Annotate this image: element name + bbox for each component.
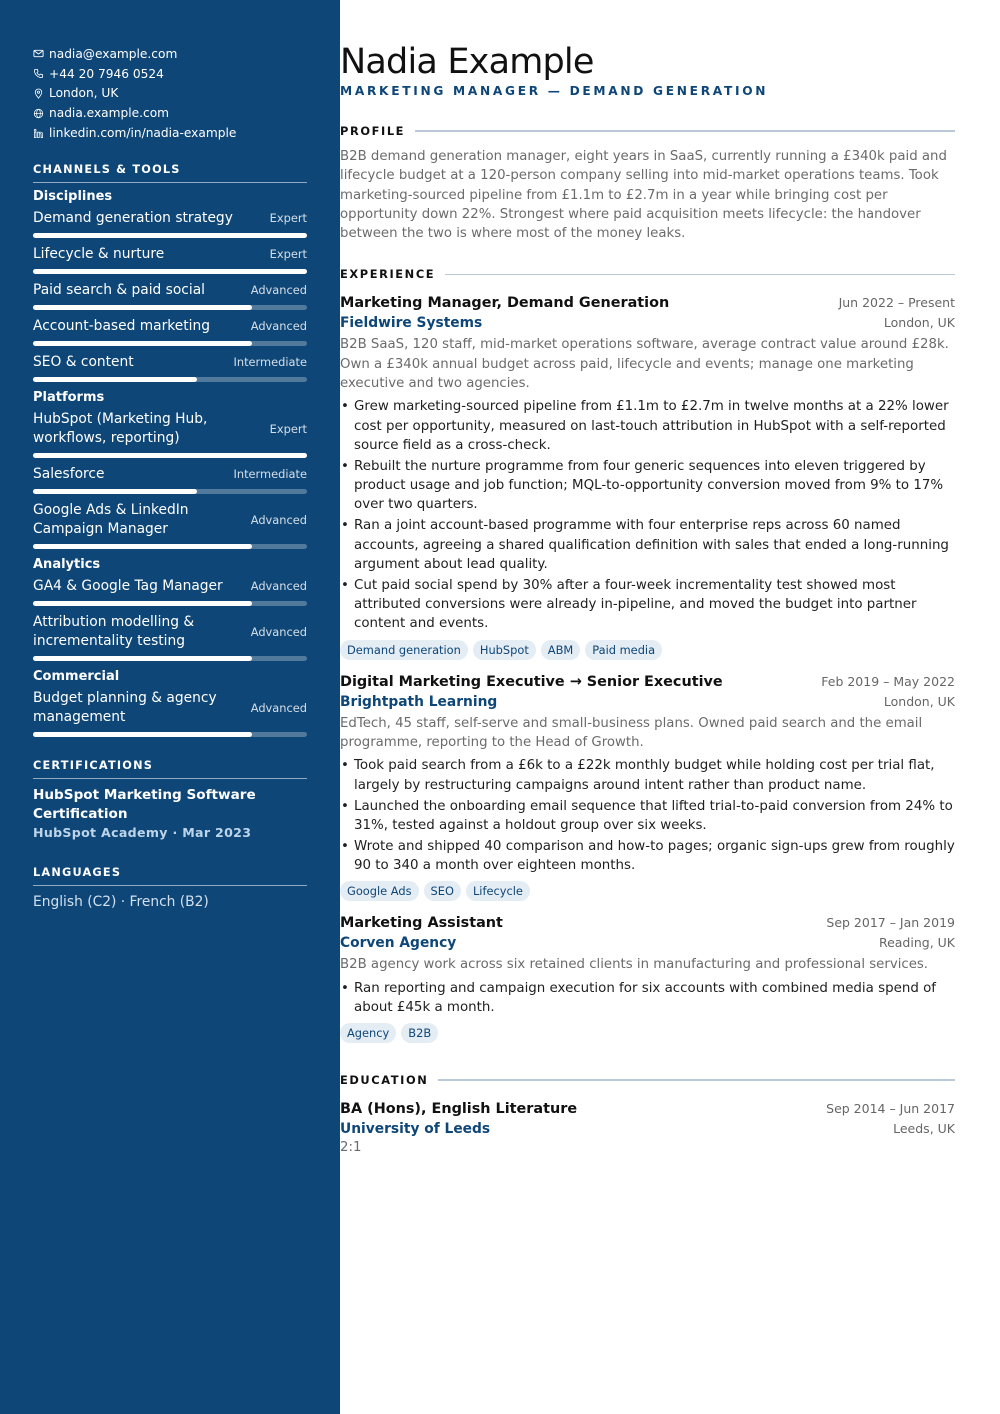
job-entry bbox=[340, 672, 955, 902]
tag: Google Ads bbox=[340, 881, 419, 901]
skill-name: Attribution modelling & incrementality testing bbox=[33, 613, 195, 649]
skill-level: Advanced bbox=[250, 512, 307, 527]
sidebar bbox=[0, 0, 340, 1414]
tag: HubSpot bbox=[473, 640, 536, 660]
skill-level: Advanced bbox=[250, 579, 307, 594]
contact-linkedin[interactable] bbox=[33, 123, 307, 143]
job-company: Corven Agency bbox=[340, 935, 457, 952]
skill-item bbox=[33, 209, 307, 238]
experience-heading-label: EXPERIENCE bbox=[340, 267, 436, 282]
skill-bar bbox=[33, 732, 307, 737]
job-location: Reading, UK bbox=[878, 935, 955, 951]
mail-icon bbox=[33, 48, 48, 60]
job-summary: B2B SaaS, 120 staff, mid-market operations software, average contract value around £28k. Own a £340k annual budget across paid, lifecycle and events; manage one marketing executive and two agencies. bbox=[340, 337, 949, 392]
job-subheader bbox=[340, 313, 955, 333]
skills-heading: CHANNELS & TOOLS bbox=[33, 163, 307, 183]
contact-phone[interactable] bbox=[33, 64, 307, 84]
job-dates: Jun 2022 – Present bbox=[838, 295, 955, 311]
tag: Demand generation bbox=[340, 640, 468, 660]
candidate-subtitle: MARKETING MANAGER — DEMAND GENERATION bbox=[340, 84, 769, 98]
skill-bar bbox=[33, 656, 307, 661]
skill-name: GA4 & Google Tag Manager bbox=[33, 577, 223, 594]
job-summary: EdTech, 45 staff, self-serve and small-business plans. Owned paid search and the email programme, reporting to the Head of Growth. bbox=[340, 715, 923, 751]
phone-text: +44 20 7946 0524 bbox=[49, 66, 164, 81]
skill-bar bbox=[33, 489, 307, 494]
skill-bar-fill bbox=[33, 489, 197, 494]
email-text: nadia@example.com bbox=[49, 46, 178, 61]
skill-row bbox=[33, 353, 307, 372]
bullet-item: • Ran reporting and campaign execution for six accounts with combined media spend of about £45k a month. bbox=[340, 979, 955, 1018]
contact-email[interactable] bbox=[33, 44, 307, 64]
skill-item bbox=[33, 689, 307, 737]
bullet-item: • Wrote and shipped 40 comparison and how-to pages; organic sign-ups grew from roughly 90 to 340 a month over eighteen months. bbox=[340, 837, 955, 876]
job-subheader bbox=[340, 933, 955, 953]
tag: Agency bbox=[340, 1023, 396, 1043]
tag: Lifecycle bbox=[466, 881, 530, 901]
skill-level: Advanced bbox=[250, 319, 307, 334]
tag: ABM bbox=[541, 640, 580, 660]
contact-website[interactable] bbox=[33, 103, 307, 123]
website-text: nadia.example.com bbox=[49, 106, 170, 121]
education-heading-label: EDUCATION bbox=[340, 1073, 429, 1088]
profile-heading-label: PROFILE bbox=[340, 124, 406, 138]
skill-name: Account-based marketing bbox=[33, 317, 211, 334]
job-dates: Feb 2019 – May 2022 bbox=[821, 673, 955, 689]
job-header bbox=[340, 672, 955, 692]
skill-bar-fill bbox=[33, 341, 252, 346]
job-header bbox=[340, 293, 955, 313]
skill-bar-fill bbox=[33, 305, 252, 310]
location-pin-icon bbox=[33, 87, 48, 99]
experience-list bbox=[340, 293, 955, 1043]
job-company: Fieldwire Systems bbox=[340, 315, 483, 332]
profile-text: B2B demand generation manager, eight years in SaaS, currently running a £340k paid and lifecycle budget at a 120-person company selling into mid-market operations teams. Took marketing-sourced pipeline from £1.1m to £2.7m in a year while bringing cost per opportunity down 22%. Strongest where paid acquisition meets lifecycle: the handover between the two is where most of the money leaks. bbox=[340, 149, 947, 242]
skill-row bbox=[33, 209, 307, 228]
skill-bar-fill bbox=[33, 377, 197, 382]
tag: Paid media bbox=[585, 640, 662, 660]
skill-level: Intermediate bbox=[233, 355, 307, 370]
skill-bar bbox=[33, 341, 307, 346]
education-entry bbox=[340, 1099, 955, 1155]
education-location: Leeds, UK bbox=[893, 1121, 955, 1137]
job-header bbox=[340, 913, 955, 933]
skill-name: SEO & content bbox=[33, 353, 134, 370]
contact-list bbox=[33, 44, 307, 143]
job-title: Marketing Manager, Demand Generation bbox=[340, 295, 670, 312]
globe-icon bbox=[33, 107, 48, 119]
skill-bar bbox=[33, 601, 307, 606]
skill-bar-fill bbox=[33, 269, 307, 274]
skill-level: Expert bbox=[269, 211, 307, 226]
job-bullets bbox=[340, 979, 955, 1018]
skill-item bbox=[33, 281, 307, 310]
tag: B2B bbox=[401, 1023, 438, 1043]
skill-item bbox=[33, 410, 307, 458]
skill-bar-fill bbox=[33, 601, 252, 606]
job-location: London, UK bbox=[883, 315, 955, 331]
skill-row bbox=[33, 501, 307, 539]
profile-heading bbox=[340, 124, 955, 138]
bullet-item: • Cut paid social spend by 30% after a four-week incrementality test showed most attributed conversions were already in-pipeline, and moved the budget into partner content and events. bbox=[340, 576, 955, 634]
school: University of Leeds bbox=[340, 1121, 491, 1138]
candidate-name: Nadia Example bbox=[340, 42, 594, 82]
skill-item bbox=[33, 353, 307, 382]
skill-group-title: Disciplines bbox=[33, 188, 113, 204]
job-entry bbox=[340, 293, 955, 659]
tag: SEO bbox=[424, 881, 461, 901]
bullet-item: • Took paid search from a £6k to a £22k monthly budget while holding cost per trial flat, largely by restructuring campaigns around intent rather than product name. bbox=[340, 756, 955, 795]
skill-group-title: Analytics bbox=[33, 556, 101, 572]
tag-list bbox=[340, 640, 955, 660]
skill-name: Budget planning & agency management bbox=[33, 689, 217, 725]
skill-item bbox=[33, 613, 307, 661]
tag-list bbox=[340, 881, 955, 901]
experience-heading bbox=[340, 267, 955, 281]
skill-row bbox=[33, 577, 307, 596]
skill-row bbox=[33, 613, 307, 651]
skill-bar bbox=[33, 453, 307, 458]
skill-name: Salesforce bbox=[33, 465, 105, 482]
contact-location bbox=[33, 84, 307, 104]
skill-row bbox=[33, 245, 307, 264]
skill-row bbox=[33, 410, 307, 448]
bullet-item: • Ran a joint account-based programme with four enterprise reps across 60 named accounts, agreeing a shared qualification definition with sales that ended a long-running argument about lead quality. bbox=[340, 516, 955, 574]
skills-list bbox=[33, 188, 307, 737]
tag-list bbox=[340, 1023, 955, 1043]
skill-row bbox=[33, 317, 307, 336]
education-heading bbox=[340, 1073, 955, 1087]
skill-bar bbox=[33, 377, 307, 382]
certification-meta: HubSpot Academy · Mar 2023 bbox=[33, 824, 252, 840]
skill-group-title: Platforms bbox=[33, 389, 105, 405]
job-entry bbox=[340, 913, 955, 1043]
skill-level: Advanced bbox=[250, 283, 307, 298]
skill-level: Advanced bbox=[250, 624, 307, 639]
skill-level: Expert bbox=[269, 247, 307, 262]
bullet-item: • Grew marketing-sourced pipeline from £1.1m to £2.7m in twelve months at a 22% lower cost per opportunity, measured on last-touch attribution in HubSpot with a self-reported source field as a cross-check. bbox=[340, 397, 955, 455]
degree: BA (Hons), English Literature bbox=[340, 1101, 578, 1118]
bullet-item: • Rebuilt the nurture programme from four generic sequences into eleven triggered by product usage and job function; MQL-to-opportunity conversion moved from 9% to 17% over two quarters. bbox=[340, 457, 955, 515]
divider bbox=[438, 1079, 955, 1081]
education-grade: 2:1 bbox=[340, 1140, 362, 1156]
skill-name: HubSpot (Marketing Hub, workflows, reporting) bbox=[33, 410, 208, 446]
skill-bar-fill bbox=[33, 233, 307, 238]
linkedin-text: linkedin.com/in/nadia-example bbox=[49, 126, 237, 141]
skill-row bbox=[33, 689, 307, 727]
job-bullets bbox=[340, 397, 955, 633]
skill-bar bbox=[33, 544, 307, 549]
certifications-heading: CERTIFICATIONS bbox=[33, 759, 307, 779]
skill-row bbox=[33, 465, 307, 484]
job-summary: B2B agency work across six retained clients in manufacturing and professional services. bbox=[340, 957, 929, 973]
bullet-item: • Launched the onboarding email sequence that lifted trial-to-paid conversion from 24% to 31%, tested against a holdout group over six weeks. bbox=[340, 797, 955, 836]
job-bullets bbox=[340, 756, 955, 875]
job-company: Brightpath Learning bbox=[340, 693, 498, 710]
skill-item bbox=[33, 501, 307, 549]
skill-level: Advanced bbox=[250, 700, 307, 715]
job-title: Marketing Assistant bbox=[340, 915, 503, 932]
skill-bar-fill bbox=[33, 656, 252, 661]
phone-icon bbox=[33, 68, 48, 80]
languages-heading: LANGUAGES bbox=[33, 866, 307, 886]
skill-bar bbox=[33, 233, 307, 238]
skill-bar bbox=[33, 305, 307, 310]
skill-item bbox=[33, 245, 307, 274]
divider bbox=[445, 274, 955, 276]
languages-text: English (C2) · French (B2) bbox=[33, 893, 209, 910]
skill-group-title: Commercial bbox=[33, 668, 120, 684]
skill-bar bbox=[33, 269, 307, 274]
job-title: Digital Marketing Executive → Senior Executive bbox=[340, 673, 723, 690]
skill-bar-fill bbox=[33, 453, 307, 458]
skill-name: Lifecycle & nurture bbox=[33, 245, 165, 262]
certification-name: HubSpot Marketing Software Certification bbox=[33, 786, 256, 822]
education-dates: Sep 2014 – Jun 2017 bbox=[826, 1101, 955, 1117]
linkedin-icon bbox=[33, 127, 48, 139]
skill-name: Demand generation strategy bbox=[33, 209, 233, 226]
main-content bbox=[340, 0, 955, 1155]
skill-bar-fill bbox=[33, 732, 252, 737]
skill-item bbox=[33, 317, 307, 346]
skill-bar-fill bbox=[33, 544, 252, 549]
divider bbox=[415, 130, 955, 132]
skill-level: Expert bbox=[269, 421, 307, 436]
job-location: London, UK bbox=[883, 693, 955, 709]
skill-name: Google Ads & LinkedIn Campaign Manager bbox=[33, 501, 189, 537]
skill-item bbox=[33, 465, 307, 494]
skill-item bbox=[33, 577, 307, 606]
job-subheader bbox=[340, 692, 955, 712]
skill-name: Paid search & paid social bbox=[33, 281, 206, 298]
skill-level: Intermediate bbox=[233, 467, 307, 482]
job-dates: Sep 2017 – Jan 2019 bbox=[826, 915, 955, 931]
skill-row bbox=[33, 281, 307, 300]
location-text: London, UK bbox=[49, 86, 119, 101]
